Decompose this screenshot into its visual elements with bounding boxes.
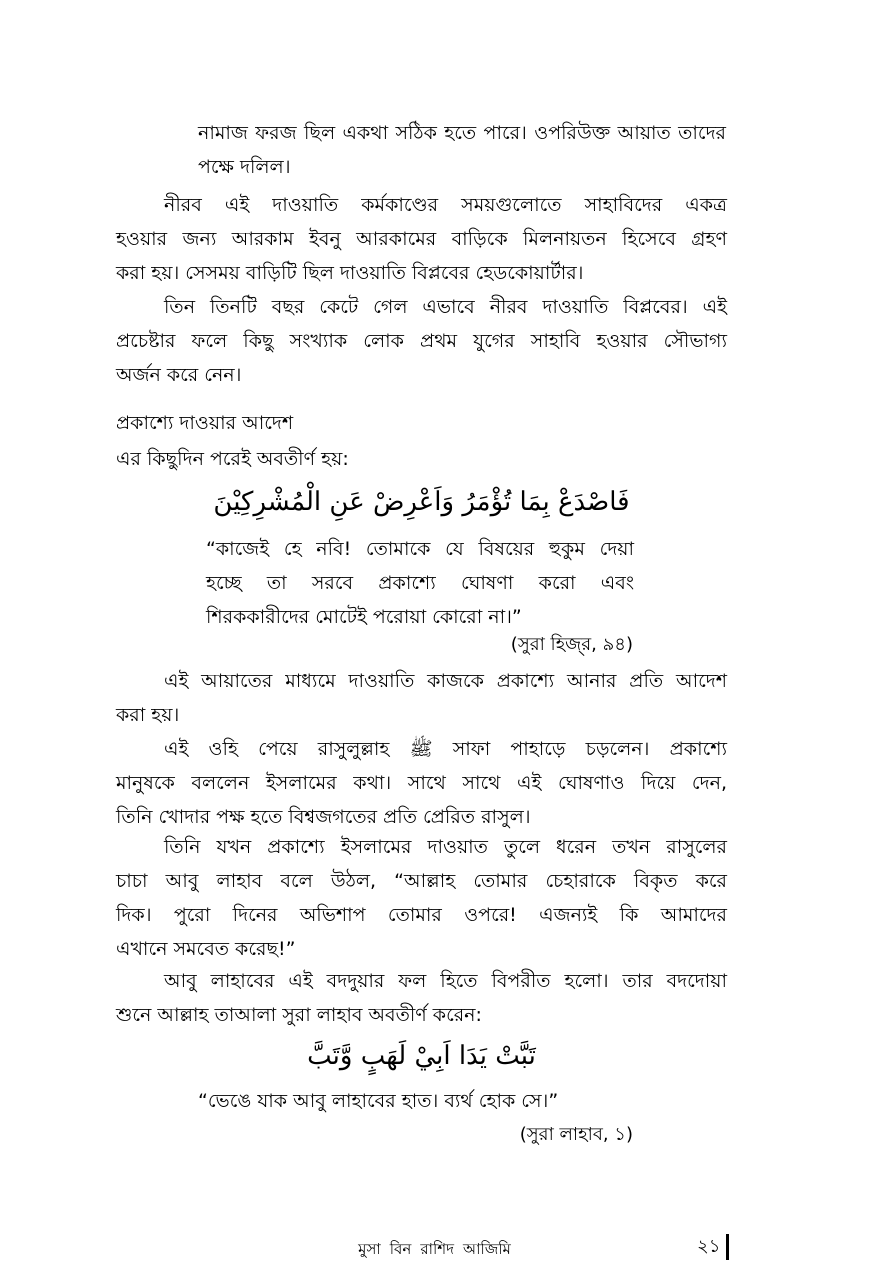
text-line: অর্জন করে নেন। [116,364,242,386]
arabic-verse: فَاصْدَعْ بِمَا تُؤْمَرُ وَاَعْرِضْ عَنِ الْمُشْرِكِيْنَ [213,487,630,517]
text-line: চাচা আবু লাহাব বলে উঠল, “আল্লাহ তোমার চেহারাকে বিকৃত করে [116,870,727,892]
text-line: নামাজ ফরজ ছিল একথা সঠিক হতে পারে। ওপরিউক্ত আয়াত তাদের [198,122,726,144]
text-line: হচ্ছে তা সরবে প্রকাশ্যে ঘোষণা করো এবং [206,572,634,594]
text-line: হওয়ার জন্য আরকাম ইবনু আরকামের বাড়িকে মিলনায়তন হিসেবে গ্রহণ [116,228,727,250]
paragraph [116,664,727,732]
paragraph [116,290,727,392]
verse-translation [206,532,634,634]
text-line: মানুষকে বললেন ইসলামের কথা। সাথে সাথে এই ঘোষণাও দিয়ে দেন, [116,772,727,794]
verse-translation [198,1084,638,1118]
footer-author: মুসা বিন রাশিদ আজিমি [358,1240,511,1258]
text-line: করা হয়। সেসময় বাড়িটি ছিল দাওয়াতি বিপ্লবের হেডকোয়ার্টার। [116,262,584,284]
text-line: শিরককারীদের মোটেই পরোয়া কোরো না।” [206,606,522,628]
page-number-box [697,1233,729,1261]
text-line: দিক। পুরো দিনের অভিশাপ তোমার ওপরে! এজন্যই কি আমাদের [116,904,727,926]
page-number-bar [726,1234,729,1260]
text-line: তিনি খোদার পক্ষ হতে বিশ্বজগতের প্রতি প্রেরিত রাসুল। [116,806,531,828]
paragraph [116,188,727,290]
text-line: এই ওহি পেয়ে রাসুলুল্লাহ ﷺ সাফা পাহাড়ে চড়লেন। প্রকাশ্যে [164,738,727,760]
text-line: আবু লাহাবের এই বদদুয়ার ফল হিতে বিপরীত হলো। তার বদদোয়া [164,970,727,992]
paragraph [116,964,727,1032]
page-number: ২১ [697,1236,721,1257]
paragraph [116,830,727,966]
continuation-text [198,116,726,184]
text-line: করা হয়। [116,704,180,726]
text-line: শুনে আল্লাহ তাআলা সুরা লাহাব অবতীর্ণ করেন: [116,1004,482,1026]
text-line: “কাজেই হে নবি! তোমাকে যে বিষয়ের হুকুম দেয়া [206,538,634,560]
intro-line: এর কিছুদিন পরেই অবতীর্ণ হয়: [116,448,349,470]
arabic-verse: تَبَّتْ يَدَا اَبِيْ لَهَبٍ وَّتَبَّ [307,1041,536,1071]
verse-reference: (সুরা হিজ্‌র, ৯৪) [510,634,633,655]
text-line: “ভেঙে যাক আবু লাহাবের হাত। ব্যর্থ হোক সে।” [198,1090,559,1112]
section-heading: প্রকাশ্যে দাওয়ার আদেশ [116,412,294,434]
text-line: নীরব এই দাওয়াতি কর্মকাণ্ডের সময়গুলোতে সাহাবিদের একত্র [164,194,727,216]
text-line: তিনি যখন প্রকাশ্যে ইসলামের দাওয়াত তুলে ধরেন তখন রাসুলের [164,836,727,858]
text-line: এই আয়াতের মাধ্যমে দাওয়াতি কাজকে প্রকাশ্যে আনার প্রতি আদেশ [164,670,727,692]
text-line: পক্ষে দলিল। [198,156,291,178]
text-line: এখানে সমবেত করেছ!” [116,938,296,960]
paragraph [116,732,727,834]
text-line: প্রচেষ্টার ফলে কিছু সংখ্যাক লোক প্রথম যুগের সাহাবি হওয়ার সৌভাগ্য [116,330,727,352]
verse-reference: (সুরা লাহাব, ১) [519,1124,633,1145]
text-line: তিন তিনটি বছর কেটে গেল এভাবে নীরব দাওয়াতি বিপ্লবের। এই [164,296,727,318]
